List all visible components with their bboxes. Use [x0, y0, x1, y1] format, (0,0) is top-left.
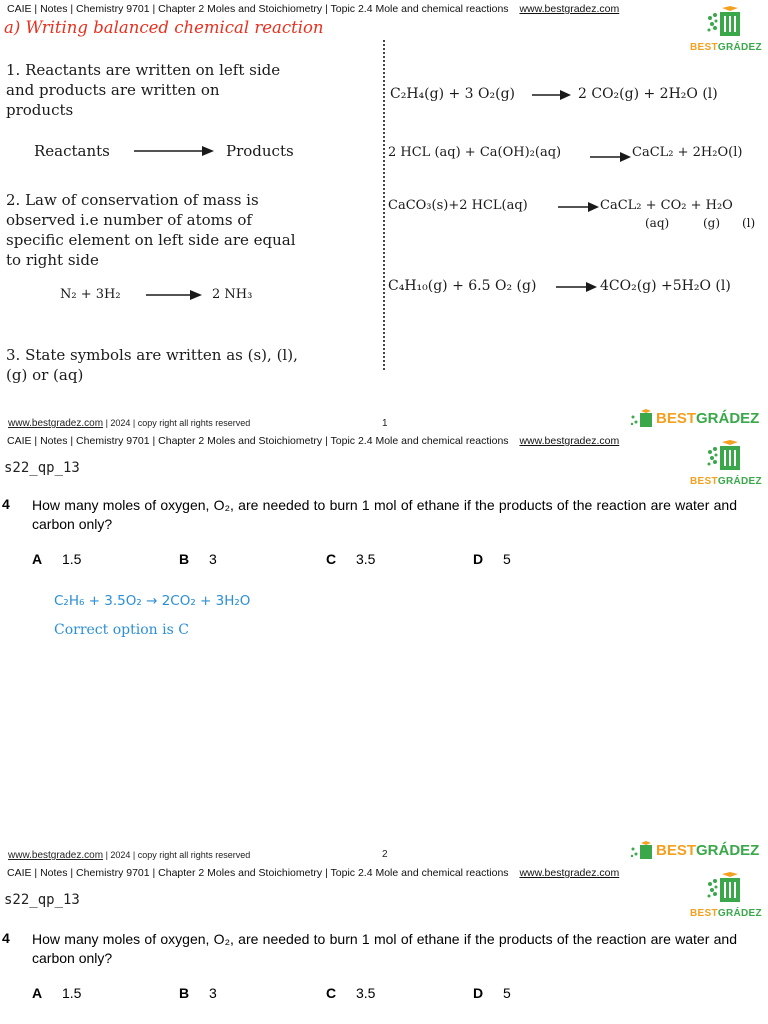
option-b-letter: B	[179, 551, 190, 567]
arrow-icon	[556, 280, 598, 294]
bestgradez-logo-text: BESTGRÁDEZ	[690, 42, 762, 53]
bestgradez-logo-icon	[706, 6, 746, 40]
equation-4-right: 4CO₂(g) +5H₂O (l)	[600, 278, 731, 294]
option-c-value: 3.5	[356, 985, 376, 1001]
bestgradez-wordmark: BESTGRÁDEZ	[656, 842, 760, 859]
equation-3-left: CaCO₃(s)+2 HCL(aq)	[388, 198, 528, 213]
question-number: 4	[2, 930, 10, 946]
page-footer: www.bestgradez.com | 2024 | copy right all rights reserved	[8, 850, 251, 861]
arrow-icon	[558, 200, 600, 214]
option-d-value: 5	[503, 985, 511, 1001]
notes-page-3	[0, 864, 768, 1024]
page-header: CAIE | Notes | Chemistry 9701 | Chapter 2 Moles and Stoichiometry | Topic 2.4 Mole and chemical reactions www.bestgradez.com	[7, 867, 620, 879]
state-symbol: (l)	[742, 216, 756, 230]
notes-page-1	[0, 0, 768, 432]
equation-2-right: CaCL₂ + 2H₂O(l)	[632, 145, 743, 160]
option-b-value: 3	[209, 551, 217, 567]
option-a-letter: A	[32, 985, 43, 1001]
bestgradez-logo-icon	[706, 440, 746, 474]
page-footer: www.bestgradez.com | 2024 | copy right all rights reserved	[8, 418, 251, 429]
bestgradez-logo-icon	[706, 872, 746, 906]
equation-1-left: C₂H₄(g) + 3 O₂(g)	[390, 86, 515, 102]
arrow-icon	[532, 88, 572, 102]
bestgradez-logo-text: BESTGRÁDEZ	[690, 476, 762, 487]
bestgradez-logo-icon	[630, 409, 656, 429]
equation-4-left: C₄H₁₀(g) + 6.5 O₂ (g)	[388, 278, 537, 294]
page-number: 1	[382, 418, 388, 429]
option-c-letter: C	[326, 551, 337, 567]
footer-site-link[interactable]: www.bestgradez.com	[8, 418, 104, 429]
paper-code: s22_qp_13	[4, 892, 80, 908]
option-c-letter: C	[326, 985, 337, 1001]
nh3-equation-left: N₂ + 3H₂	[60, 287, 121, 302]
equation-2-left: 2 HCL (aq) + Ca(OH)₂(aq)	[388, 145, 562, 160]
option-c-value: 3.5	[356, 551, 376, 567]
option-a-value: 1.5	[62, 551, 82, 567]
header-site-link[interactable]: www.bestgradez.com	[519, 435, 620, 447]
footer-site-link[interactable]: www.bestgradez.com	[8, 850, 104, 861]
products-label: Products	[226, 142, 294, 160]
arrow-icon	[132, 144, 216, 158]
option-d-letter: D	[473, 985, 484, 1001]
question-text: How many moles of oxygen, O₂, are needed to burn 1 mol of ethane if the products of the reaction are water and carbon only?	[32, 931, 737, 966]
bestgradez-logo-text: BESTGRÁDEZ	[690, 908, 762, 919]
equation-1-right: 2 CO₂(g) + 2H₂O (l)	[578, 86, 718, 102]
arrow-icon	[590, 150, 632, 164]
page-number: 2	[382, 849, 388, 860]
page-header: CAIE | Notes | Chemistry 9701 | Chapter 2 Moles and Stoichiometry | Topic 2.4 Mole and chemical reactions www.bestgradez.com	[7, 435, 620, 447]
bestgradez-wordmark: BESTGRÁDEZ	[656, 410, 760, 427]
state-symbol: (aq)	[645, 216, 670, 230]
option-a-value: 1.5	[62, 985, 82, 1001]
option-b-letter: B	[179, 985, 190, 1001]
page-header: CAIE | Notes | Chemistry 9701 | Chapter 2 Moles and Stoichiometry | Topic 2.4 Mole and chemical reactions www.bestgradez.com	[7, 3, 620, 15]
option-a-letter: A	[32, 551, 43, 567]
arrow-icon	[144, 288, 204, 302]
section-heading: a) Writing balanced chemical reaction	[4, 18, 324, 37]
option-b-value: 3	[209, 985, 217, 1001]
paper-code: s22_qp_13	[4, 460, 80, 476]
option-d-value: 5	[503, 551, 511, 567]
answer-text: Correct option is C	[54, 622, 189, 638]
question-number: 4	[2, 496, 10, 512]
header-site-link[interactable]: www.bestgradez.com	[519, 3, 620, 15]
equation-3-right: CaCL₂ + CO₂ + H₂O	[600, 198, 733, 213]
question-text: How many moles of oxygen, O₂, are needed to burn 1 mol of ethane if the products of the reaction are water and carbon only?	[32, 497, 737, 532]
option-d-letter: D	[473, 551, 484, 567]
column-divider	[383, 40, 385, 370]
point-2: 2. Law of conservation of mass is observed i.e number of atoms of specific element on left side are equal to right side	[6, 191, 296, 269]
reactants-label: Reactants	[34, 142, 110, 160]
notes-page-2	[0, 432, 768, 864]
answer-equation: C₂H₆ + 3.5O₂ → 2CO₂ + 3H₂O	[54, 593, 251, 609]
nh3-equation-right: 2 NH₃	[212, 287, 253, 302]
bestgradez-logo-icon	[630, 841, 656, 861]
point-1: 1. Reactants are written on left side and products are written on products	[6, 61, 281, 119]
point-3: 3. State symbols are written as (s), (l), (g) or (aq)	[6, 346, 298, 384]
header-site-link[interactable]: www.bestgradez.com	[519, 867, 620, 879]
state-symbol: (g)	[703, 216, 721, 230]
